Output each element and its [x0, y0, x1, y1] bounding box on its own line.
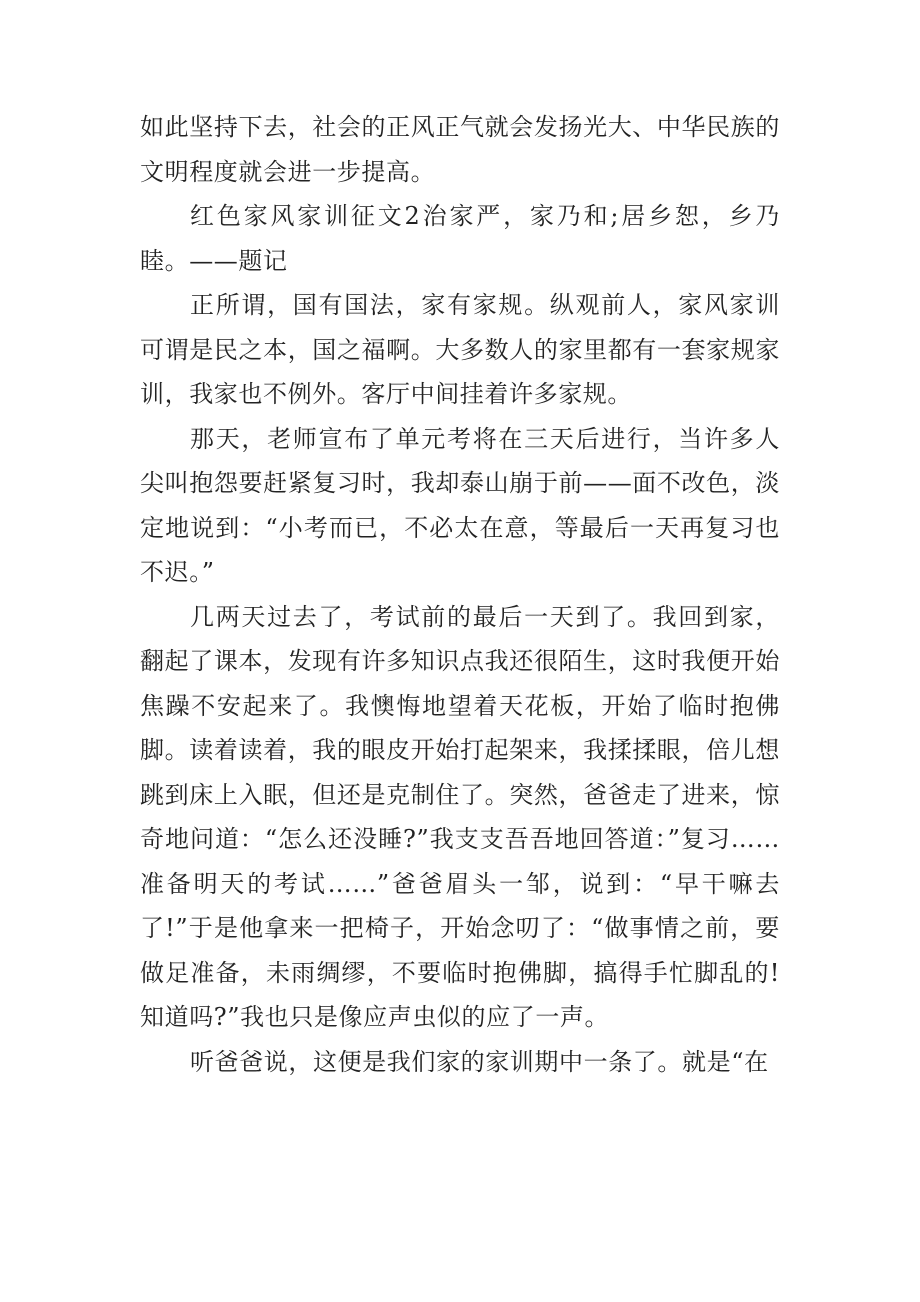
paragraph-3: 正所谓，国有国法，家有家规。纵观前人，家风家训可谓是民之本，国之福啊。大多数人的家里都有一套家规家训，我家也不例外。客厅中间挂着许多家规。	[140, 291, 780, 408]
paragraph-6: 听爸爸说，这便是我们家的家训期中一条了。就是“在	[190, 1047, 769, 1076]
document-body	[140, 105, 780, 1084]
paragraph-5: 几两天过去了，考试前的最后一天到了。我回到家，翻起了课本，发现有许多知识点我还很陌生，这时我便开始焦躁不安起来了。我懊悔地望着天花板，开始了临时抱佛脚。读着读着，我的眼皮开始打起架来，我揉揉眼，倍儿想跳到床上入眠，但还是克制住了。突然，爸爸走了进来，惊奇地问道：“怎么还没睡?”我支支吾吾地回答道：”复习……准备明天的考试……”爸爸眉头一邹，说到：“早干嘛去了!”于是他拿来一把椅子，开始念叨了：“做事情之前，要做足准备，未雨绸缪，不要临时抱佛脚，搞得手忙脚乱的!知道吗?”我也只是像应声虫似的应了一声。	[140, 602, 780, 1031]
paragraph-4: 那天，老师宣布了单元考将在三天后进行，当许多人尖叫抱怨要赶紧复习时，我却泰山崩于前——面不改色，淡定地说到：“小考而已，不必太在意，等最后一天再复习也不迟。”	[140, 424, 780, 586]
paragraph-2: 红色家风家训征文2治家严，家乃和;居乡恕，乡乃睦。——题记	[140, 202, 780, 275]
paragraph-1: 如此坚持下去，社会的正风正气就会发扬光大、中华民族的文明程度就会进一步提高。	[140, 113, 780, 186]
